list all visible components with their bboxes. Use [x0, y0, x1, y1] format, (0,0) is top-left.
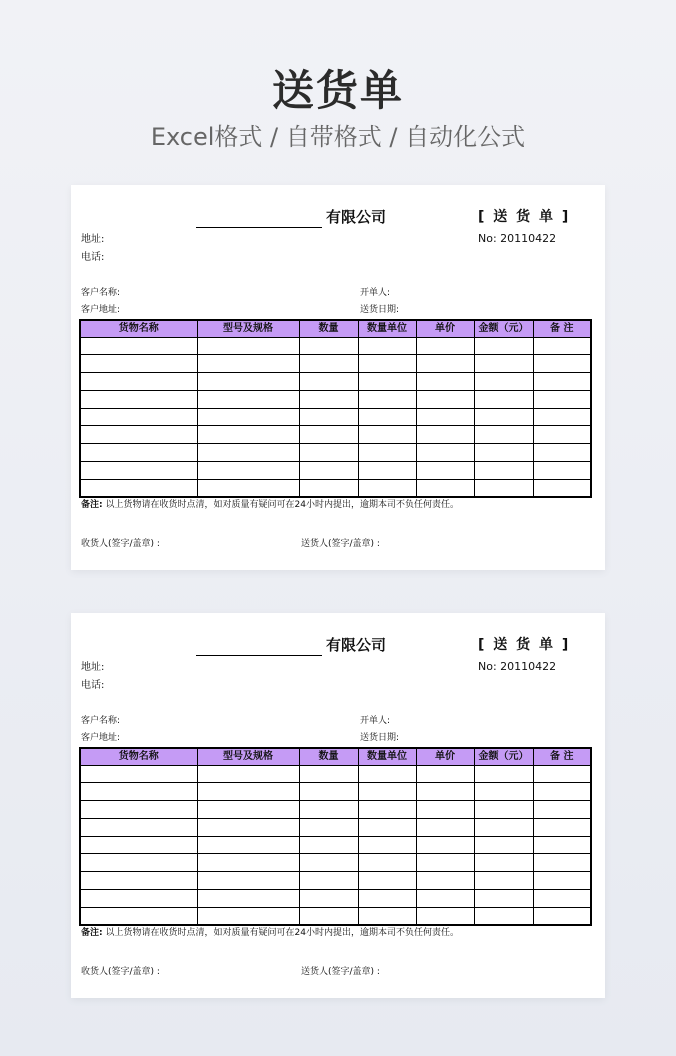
- doc-number: No: 20110422: [478, 660, 557, 673]
- table-cell: [416, 765, 474, 783]
- table-cell: [197, 818, 299, 836]
- table-row: [80, 783, 591, 801]
- table-cell: [299, 801, 358, 819]
- note-text: 以上货物请在收货时点清，如对质量有疑问可在24小时内提出，逾期本司不负任何责任。: [105, 928, 459, 938]
- deliverer-signature-label: 送货人(签字/盖章) :: [301, 967, 380, 977]
- table-cell: [474, 783, 533, 801]
- col-header: 货物名称: [80, 748, 197, 765]
- table-cell: [358, 801, 416, 819]
- table-cell: [80, 765, 197, 783]
- issuer-label: 开单人:: [360, 288, 391, 298]
- table-cell: [474, 765, 533, 783]
- company-suffix: 有限公司: [326, 208, 387, 226]
- col-header: 单价: [416, 320, 474, 337]
- col-header: 数量单位: [358, 320, 416, 337]
- table-cell: [358, 872, 416, 890]
- goods-table: [79, 747, 592, 926]
- note-label: 备注:: [81, 928, 103, 938]
- table-cell: [474, 373, 533, 391]
- table-cell: [474, 337, 533, 355]
- col-header: 金额（元）: [474, 748, 533, 765]
- table-cell: [416, 390, 474, 408]
- table-cell: [299, 783, 358, 801]
- table-cell: [197, 836, 299, 854]
- table-cell: [358, 462, 416, 480]
- table-cell: [197, 479, 299, 497]
- table-cell: [80, 854, 197, 872]
- table-cell: [533, 854, 591, 872]
- col-header: 数量单位: [358, 748, 416, 765]
- table-cell: [299, 479, 358, 497]
- col-header: 金额（元）: [474, 320, 533, 337]
- table-cell: [416, 462, 474, 480]
- table-row: [80, 408, 591, 426]
- phone-label: 电话:: [81, 680, 105, 691]
- deliverer-signature-label: 送货人(签字/盖章) :: [301, 539, 380, 549]
- table-cell: [197, 801, 299, 819]
- table-cell: [474, 355, 533, 373]
- table-cell: [80, 872, 197, 890]
- table-cell: [416, 907, 474, 925]
- table-row: [80, 355, 591, 373]
- table-cell: [474, 836, 533, 854]
- col-header: 型号及规格: [197, 320, 299, 337]
- table-cell: [358, 390, 416, 408]
- table-cell: [533, 890, 591, 908]
- table-cell: [358, 765, 416, 783]
- table-cell: [299, 890, 358, 908]
- company-suffix: 有限公司: [326, 636, 387, 654]
- col-header: 备 注: [533, 320, 591, 337]
- table-cell: [197, 890, 299, 908]
- customer-address-label: 客户地址:: [81, 733, 121, 743]
- table-cell: [533, 337, 591, 355]
- table-cell: [416, 355, 474, 373]
- table-cell: [80, 337, 197, 355]
- table-cell: [299, 765, 358, 783]
- table-cell: [197, 854, 299, 872]
- table-cell: [533, 765, 591, 783]
- delivery-date-label: 送货日期:: [360, 305, 400, 315]
- table-row: [80, 836, 591, 854]
- phone-label: 电话:: [81, 252, 105, 263]
- table-cell: [299, 818, 358, 836]
- table-cell: [197, 462, 299, 480]
- table-cell: [416, 479, 474, 497]
- table-cell: [533, 462, 591, 480]
- table-cell: [416, 337, 474, 355]
- col-header: 数量: [299, 748, 358, 765]
- delivery-date-label: 送货日期:: [360, 733, 400, 743]
- table-cell: [299, 408, 358, 426]
- table-cell: [533, 373, 591, 391]
- table-cell: [80, 373, 197, 391]
- table-cell: [533, 836, 591, 854]
- goods-table: [79, 319, 592, 498]
- table-cell: [299, 836, 358, 854]
- table-cell: [197, 872, 299, 890]
- table-cell: [358, 836, 416, 854]
- table-cell: [299, 373, 358, 391]
- table-cell: [474, 801, 533, 819]
- table-header-row: [80, 748, 591, 765]
- col-header: 备 注: [533, 748, 591, 765]
- table-row: [80, 818, 591, 836]
- table-cell: [474, 872, 533, 890]
- page-title: 送货单: [271, 66, 404, 115]
- table-cell: [197, 426, 299, 444]
- table-cell: [533, 426, 591, 444]
- table-cell: [358, 444, 416, 462]
- table-cell: [80, 818, 197, 836]
- table-cell: [416, 801, 474, 819]
- table-cell: [80, 890, 197, 908]
- table-cell: [299, 390, 358, 408]
- note-label: 备注:: [81, 500, 103, 510]
- table-row: [80, 390, 591, 408]
- col-header: 数量: [299, 320, 358, 337]
- table-cell: [474, 907, 533, 925]
- note: [81, 927, 459, 939]
- table-cell: [80, 801, 197, 819]
- table-cell: [533, 801, 591, 819]
- table-cell: [299, 872, 358, 890]
- table-cell: [358, 890, 416, 908]
- col-header: 货物名称: [80, 320, 197, 337]
- table-cell: [533, 408, 591, 426]
- table-cell: [533, 355, 591, 373]
- table-cell: [197, 337, 299, 355]
- table-row: [80, 854, 591, 872]
- table-cell: [474, 462, 533, 480]
- table-cell: [416, 818, 474, 836]
- table-row: [80, 337, 591, 355]
- table-cell: [197, 444, 299, 462]
- table-cell: [80, 462, 197, 480]
- company-name-blank: [196, 227, 322, 228]
- col-header: 单价: [416, 748, 474, 765]
- table-cell: [533, 818, 591, 836]
- table-cell: [474, 444, 533, 462]
- table-cell: [416, 444, 474, 462]
- table-row: [80, 444, 591, 462]
- table-cell: [358, 479, 416, 497]
- table-cell: [358, 854, 416, 872]
- table-cell: [197, 390, 299, 408]
- table-cell: [197, 408, 299, 426]
- receiver-signature-label: 收货人(签字/盖章) :: [81, 967, 160, 977]
- address-label: 地址:: [81, 662, 105, 673]
- table-cell: [197, 783, 299, 801]
- table-cell: [474, 408, 533, 426]
- table-cell: [197, 765, 299, 783]
- table-cell: [299, 355, 358, 373]
- company-name-blank: [196, 655, 322, 656]
- table-header-row: [80, 320, 591, 337]
- delivery-form-preview-2: [71, 613, 605, 998]
- table-cell: [80, 479, 197, 497]
- table-cell: [533, 444, 591, 462]
- table-cell: [80, 907, 197, 925]
- table-cell: [299, 907, 358, 925]
- table-cell: [80, 355, 197, 373]
- table-row: [80, 426, 591, 444]
- table-cell: [358, 337, 416, 355]
- table-cell: [416, 783, 474, 801]
- table-cell: [358, 907, 416, 925]
- table-cell: [416, 426, 474, 444]
- table-cell: [299, 426, 358, 444]
- table-cell: [416, 854, 474, 872]
- table-body: [80, 337, 591, 497]
- table-cell: [358, 426, 416, 444]
- table-cell: [416, 890, 474, 908]
- table-cell: [533, 907, 591, 925]
- customer-name-label: 客户名称:: [81, 288, 121, 298]
- col-header: 型号及规格: [197, 748, 299, 765]
- delivery-form-preview-1: [71, 185, 605, 570]
- table-cell: [474, 818, 533, 836]
- table-cell: [474, 390, 533, 408]
- table-cell: [197, 907, 299, 925]
- receiver-signature-label: 收货人(签字/盖章) :: [81, 539, 160, 549]
- table-cell: [474, 890, 533, 908]
- doc-title: [ 送 货 单 ]: [478, 637, 571, 653]
- table-cell: [80, 444, 197, 462]
- table-row: [80, 890, 591, 908]
- table-cell: [80, 426, 197, 444]
- table-row: [80, 373, 591, 391]
- issuer-label: 开单人:: [360, 716, 391, 726]
- table-cell: [197, 355, 299, 373]
- table-cell: [80, 390, 197, 408]
- address-label: 地址:: [81, 234, 105, 245]
- doc-number: No: 20110422: [478, 232, 557, 245]
- table-cell: [533, 872, 591, 890]
- table-cell: [416, 373, 474, 391]
- note-text: 以上货物请在收货时点清，如对质量有疑问可在24小时内提出，逾期本司不负任何责任。: [105, 500, 459, 510]
- customer-address-label: 客户地址:: [81, 305, 121, 315]
- table-cell: [80, 783, 197, 801]
- table-cell: [416, 408, 474, 426]
- table-cell: [474, 854, 533, 872]
- customer-name-label: 客户名称:: [81, 716, 121, 726]
- page-subtitle: Excel格式 / 自带格式 / 自动化公式: [150, 123, 526, 151]
- table-cell: [416, 836, 474, 854]
- table-cell: [80, 408, 197, 426]
- table-cell: [358, 783, 416, 801]
- table-row: [80, 462, 591, 480]
- table-cell: [299, 462, 358, 480]
- table-cell: [299, 444, 358, 462]
- table-cell: [358, 408, 416, 426]
- table-cell: [358, 355, 416, 373]
- table-cell: [197, 373, 299, 391]
- table-cell: [474, 426, 533, 444]
- table-cell: [358, 818, 416, 836]
- table-cell: [533, 783, 591, 801]
- table-cell: [533, 390, 591, 408]
- table-row: [80, 907, 591, 925]
- table-cell: [416, 872, 474, 890]
- table-cell: [533, 479, 591, 497]
- table-body: [80, 765, 591, 925]
- table-cell: [474, 479, 533, 497]
- table-cell: [299, 854, 358, 872]
- table-row: [80, 479, 591, 497]
- table-row: [80, 765, 591, 783]
- table-row: [80, 801, 591, 819]
- doc-title: [ 送 货 单 ]: [478, 209, 571, 225]
- table-row: [80, 872, 591, 890]
- table-cell: [299, 337, 358, 355]
- table-cell: [358, 373, 416, 391]
- table-cell: [80, 836, 197, 854]
- note: [81, 499, 459, 511]
